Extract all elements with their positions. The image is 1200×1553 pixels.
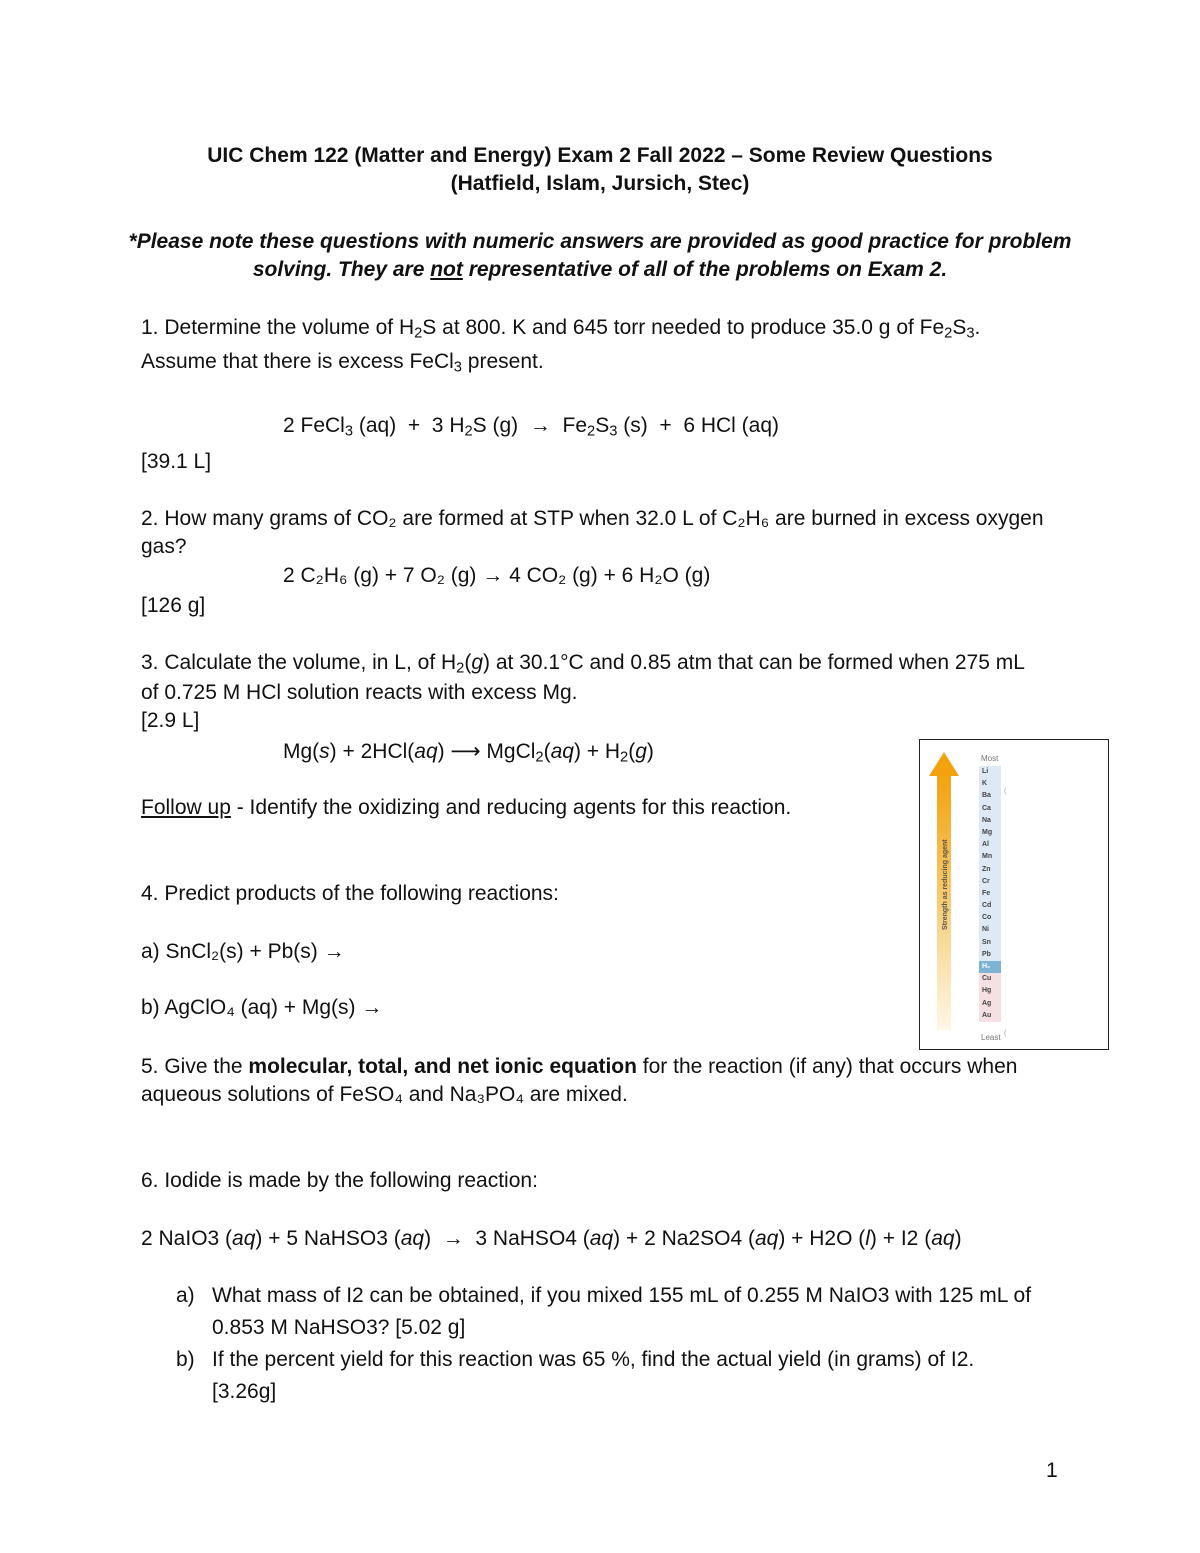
- page-title: UIC Chem 122 (Matter and Energy) Exam 2 Fall 2022 – Some Review Questions: [207, 144, 993, 167]
- question-4: 4. Predict products of the following reactions:: [141, 882, 559, 905]
- question-3-equation: Mg(s) + 2HCl(aq) ⟶ MgCl$_2$(aq) + $H_2(g)$: [283, 740, 654, 766]
- side-mark: (: [1004, 788, 1007, 795]
- arrow-up-icon: [929, 752, 959, 776]
- element-column: [979, 766, 1001, 1022]
- question-2: 2. How many grams of CO₂ are formed at STP when 32.0 L of C₂H₆ are burned in excess oxygen: [141, 507, 1044, 530]
- axis-label: Strength as reducing agent: [942, 839, 949, 930]
- question-6b-label: b): [176, 1348, 195, 1371]
- most-label: Most: [981, 754, 999, 763]
- side-mark: (: [1004, 1030, 1007, 1037]
- element-4: Na: [979, 815, 1001, 827]
- element-3: Ca: [979, 803, 1001, 815]
- question-1-equation: 2 FeCl$_3$ (aq) + 3 $H_2S$ $(g) \to Fe_2S_3$ (s) + 6 HCl (aq): [283, 414, 780, 440]
- note-line-1: *Please note these questions with numeric answers are provided as good practice for problem: [128, 230, 1072, 253]
- question-2-equation: 2 C₂H₆ (g) + 7 O₂ (g) → 4 CO₂ (g) + 6 H₂O (g): [283, 564, 711, 587]
- question-2-line-2: gas?: [141, 535, 187, 558]
- element-18: Hg: [979, 985, 1001, 997]
- element-1: K: [979, 778, 1001, 790]
- question-4b: b) AgClO₄ (aq) + Mg(s) →: [141, 996, 383, 1019]
- element-9: Cr: [979, 876, 1001, 888]
- question-4a: a) SnCl₂(s) + Pb(s) →: [141, 940, 345, 963]
- question-1-answer: [39.1 L]: [141, 450, 212, 473]
- question-2-answer: [126 g]: [141, 594, 206, 617]
- question-6a: What mass of I2 can be obtained, if you mixed 155 mL of 0.255 M NaIO3 with 125 mL of: [212, 1284, 1032, 1307]
- element-8: Zn: [979, 864, 1001, 876]
- element-10: Fe: [979, 888, 1001, 900]
- element-6: Al: [979, 839, 1001, 851]
- element-5: Mg: [979, 827, 1001, 839]
- question-3-answer: [2.9 L]: [141, 709, 200, 732]
- question-6-equation: 2 NaIO3 (aq) + 5 NaHSO3 (aq) → 3 NaHSO4 (aq) + 2 Na2SO4 (aq) + H2O (l) + I2 (aq): [141, 1227, 962, 1250]
- reducing-agent-strength-figure: [919, 739, 1109, 1050]
- element-0: Li: [979, 766, 1001, 778]
- note-line-2: solving. They are not representative of all of the problems on Exam 2.: [252, 258, 948, 281]
- element-16: H₂: [979, 961, 1001, 973]
- element-7: Mn: [979, 851, 1001, 863]
- page-number: 1: [1046, 1459, 1058, 1482]
- question-1: 1. Determine the volume of $H_2S$ at 800. K and 645 torr needed to produce 35.0 g of $Fe_2S_3$.: [141, 316, 981, 342]
- element-12: Co: [979, 912, 1001, 924]
- element-2: Ba: [979, 790, 1001, 802]
- question-6b: If the percent yield for this reaction was 65 %, find the actual yield (in grams) of I2.: [212, 1348, 975, 1371]
- question-5-line-2: aqueous solutions of FeSO₄ and Na₃PO₄ are mixed.: [141, 1083, 628, 1106]
- instructors: (Hatfield, Islam, Jursich, Stec): [450, 172, 750, 195]
- element-17: Cu: [979, 973, 1001, 985]
- question-5: 5. Give the molecular, total, and net ionic equation for the reaction (if any) that occurs when: [141, 1055, 1018, 1078]
- element-11: Cd: [979, 900, 1001, 912]
- question-6: 6. Iodide is made by the following reaction:: [141, 1169, 538, 1192]
- element-14: Sn: [979, 937, 1001, 949]
- question-3-line-2: of 0.725 M HCl solution reacts with excess Mg.: [141, 681, 578, 704]
- element-13: Ni: [979, 924, 1001, 936]
- element-19: Ag: [979, 998, 1001, 1010]
- question-6a-line-2: 0.853 M NaHSO3? [5.02 g]: [212, 1316, 466, 1339]
- least-label: Least: [981, 1033, 1001, 1042]
- question-1-line-2: Assume that there is excess FeCl$_3$ present.: [141, 350, 544, 376]
- follow-up: Follow up - Identify the oxidizing and reducing agents for this reaction.: [141, 796, 792, 819]
- element-20: Au: [979, 1010, 1001, 1022]
- question-6b-line-2: [3.26g]: [212, 1380, 277, 1403]
- question-3: 3. Calculate the volume, in L, of $H_2(g)$ at 30.1°C and 0.85 atm that can be formed when 275 mL: [141, 651, 1025, 677]
- element-15: Pb: [979, 949, 1001, 961]
- question-6a-label: a): [176, 1284, 195, 1307]
